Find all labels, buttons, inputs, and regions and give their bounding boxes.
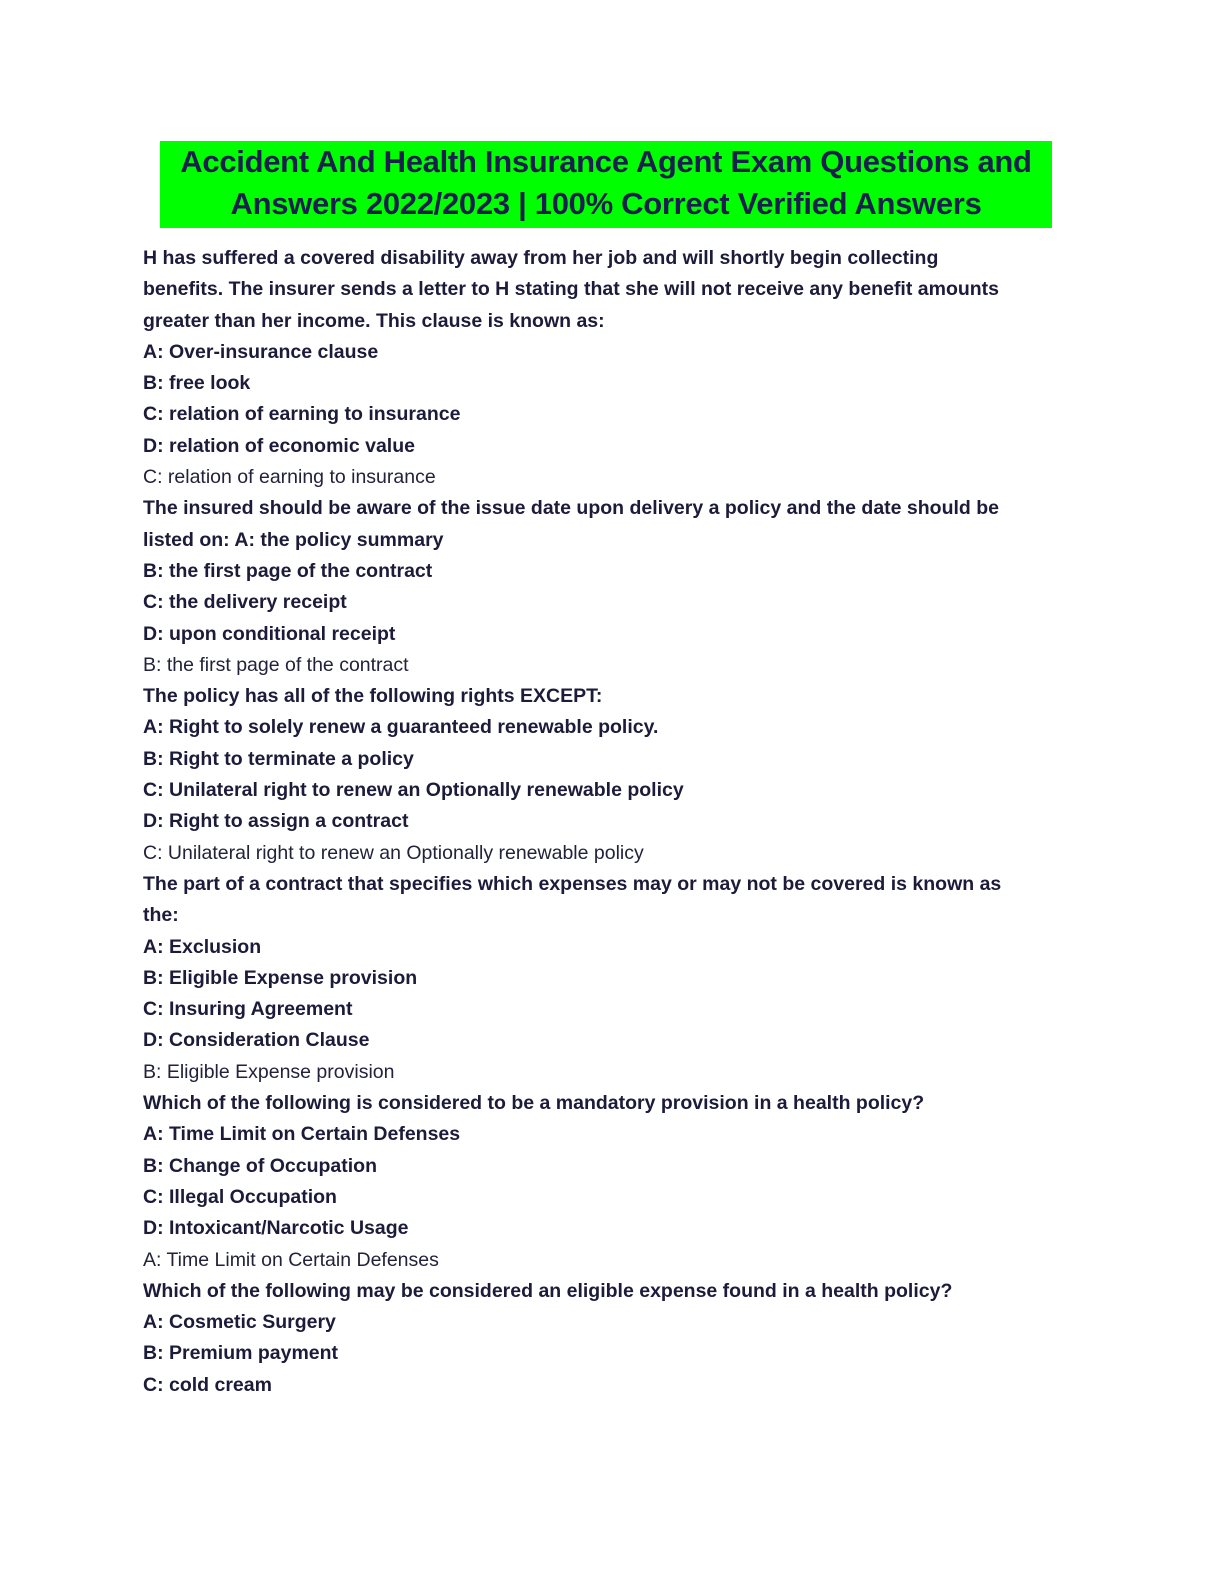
answer-option: D: Intoxicant/Narcotic Usage [143,1217,409,1240]
answer-option: A: Cosmetic Surgery [143,1311,336,1334]
question-block [143,243,1063,493]
answer-option: B: free look [143,372,251,395]
question-text: H has suffered a covered disability away from her job and will shortly begin collecting [143,247,939,269]
correct-answer: B: Eligible Expense provision [143,1060,395,1083]
question-text: benefits. The insurer sends a letter to H stating that she will not receive any benefit amounts [143,278,1000,301]
question-text: listed on: A: the policy summary [143,528,444,551]
answer-option: A: Over-insurance clause [143,340,379,363]
answer-option: C: the delivery receipt [143,591,347,614]
question-text: The insured should be aware of the issue date upon delivery a policy and the date should be [143,497,1000,520]
question-block [143,681,1063,869]
answer-option: B: Premium payment [143,1342,339,1365]
answer-option: C: Unilateral right to renew an Optionally renewable policy [143,779,684,802]
question-list [143,243,1063,1401]
correct-answer: B: the first page of the contract [143,653,409,676]
answer-option: D: Consideration Clause [143,1029,370,1052]
answer-option: B: Eligible Expense provision [143,966,418,989]
answer-option: B: Right to terminate a policy [143,747,414,770]
question-text: The policy has all of the following rights EXCEPT: [143,685,603,708]
answer-option: C: Illegal Occupation [143,1185,337,1208]
answer-option: B: Change of Occupation [143,1154,377,1177]
answer-option: A: Right to solely renew a guaranteed renewable policy. [143,716,659,739]
answer-option: D: upon conditional receipt [143,622,396,645]
question-block [143,1276,1063,1401]
title-line-1: Accident And Health Insurance Agent Exam Questions and [180,144,1032,179]
question-text: Which of the following is considered to be a mandatory provision in a health policy? [143,1092,925,1115]
question-text: the: [143,904,179,927]
document-title [160,141,1052,228]
correct-answer: C: Unilateral right to renew an Optionally renewable policy [143,841,644,864]
answer-option: B: the first page of the contract [143,559,433,582]
question-block [143,1088,1063,1276]
answer-option: D: Right to assign a contract [143,810,409,833]
question-text: The part of a contract that specifies which expenses may or may not be covered is known as [143,872,1002,895]
question-block [143,493,1063,681]
title-line-2: Answers 2022/2023 | 100% Correct Verified Answers [230,186,982,221]
correct-answer: A: Time Limit on Certain Defenses [143,1248,439,1271]
answer-option: A: Exclusion [143,935,262,958]
question-text: greater than her income. This clause is known as: [143,309,605,332]
question-block [143,869,1063,1088]
answer-option: A: Time Limit on Certain Defenses [143,1123,461,1146]
answer-option: D: relation of economic value [143,434,415,457]
answer-option: C: relation of earning to insurance [143,403,461,426]
answer-option: C: cold cream [143,1373,272,1396]
answer-option: C: Insuring Agreement [143,998,353,1021]
question-text: Which of the following may be considered an eligible expense found in a health policy? [143,1279,953,1302]
correct-answer: C: relation of earning to insurance [143,466,436,489]
